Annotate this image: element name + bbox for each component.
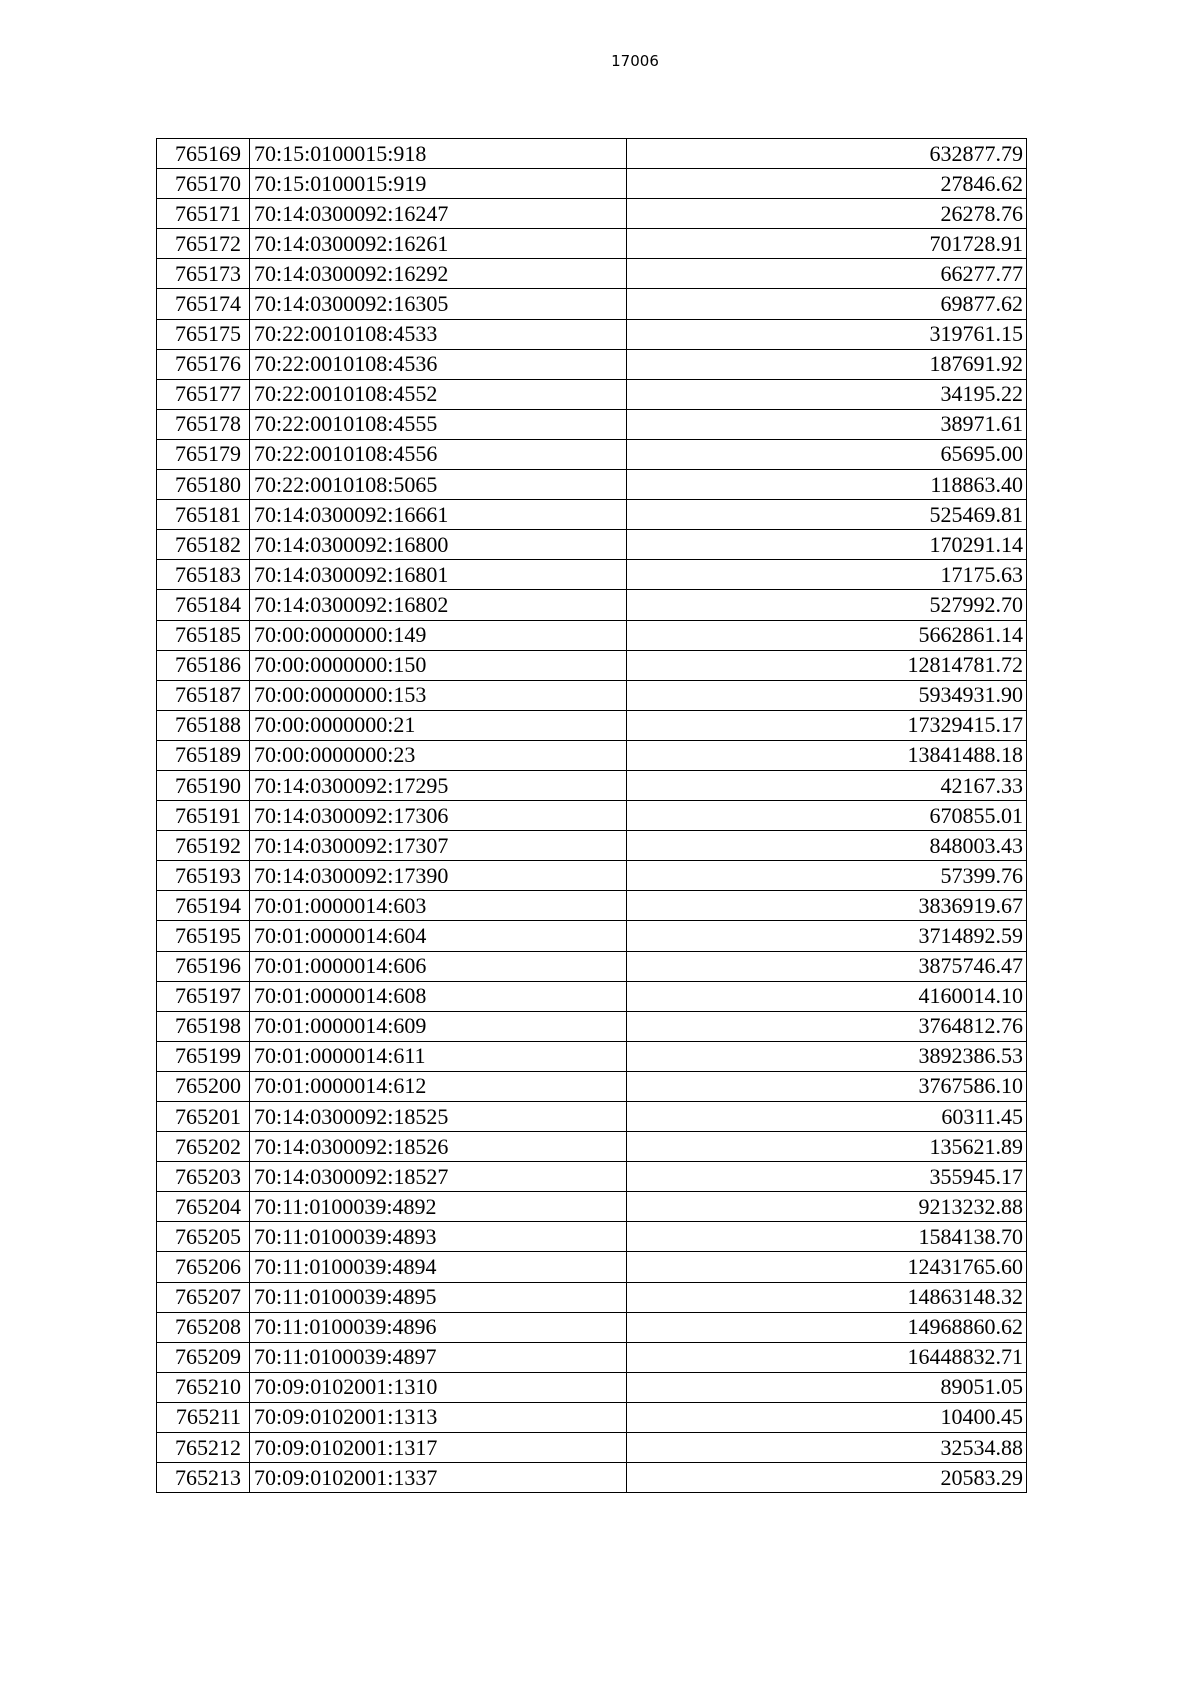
- row-number-cell: 765213: [157, 1463, 250, 1493]
- value-cell: 118863.40: [627, 470, 1027, 500]
- cadastral-number-cell: 70:14:0300092:17307: [250, 831, 627, 861]
- table-row: [157, 1011, 1027, 1041]
- value-cell: 38971.61: [627, 409, 1027, 439]
- table-row: [157, 1372, 1027, 1402]
- value-cell: 1584138.70: [627, 1222, 1027, 1252]
- cadastral-number-cell: 70:11:0100039:4893: [250, 1222, 627, 1252]
- table-row: [157, 169, 1027, 199]
- table-row: [157, 891, 1027, 921]
- value-cell: 16448832.71: [627, 1342, 1027, 1372]
- cadastral-number-cell: 70:01:0000014:612: [250, 1071, 627, 1101]
- row-number-cell: 765175: [157, 319, 250, 349]
- table-row: [157, 199, 1027, 229]
- cadastral-number-cell: 70:01:0000014:609: [250, 1011, 627, 1041]
- row-number-cell: 765171: [157, 199, 250, 229]
- value-cell: 3767586.10: [627, 1071, 1027, 1101]
- table-row: [157, 1162, 1027, 1192]
- value-cell: 848003.43: [627, 831, 1027, 861]
- cadastral-number-cell: 70:22:0010108:4556: [250, 439, 627, 469]
- row-number-cell: 765208: [157, 1312, 250, 1342]
- cadastral-number-cell: 70:09:0102001:1317: [250, 1433, 627, 1463]
- table-row: [157, 319, 1027, 349]
- table-row: [157, 1282, 1027, 1312]
- cadastral-number-cell: 70:22:0010108:4555: [250, 409, 627, 439]
- value-cell: 3892386.53: [627, 1041, 1027, 1071]
- cadastral-number-cell: 70:14:0300092:16292: [250, 259, 627, 289]
- value-cell: 319761.15: [627, 319, 1027, 349]
- row-number-cell: 765196: [157, 951, 250, 981]
- value-cell: 527992.70: [627, 590, 1027, 620]
- table-row: [157, 1071, 1027, 1101]
- row-number-cell: 765185: [157, 620, 250, 650]
- table-row: [157, 409, 1027, 439]
- row-number-cell: 765198: [157, 1011, 250, 1041]
- table-row: [157, 379, 1027, 409]
- table-row: [157, 229, 1027, 259]
- value-cell: 135621.89: [627, 1132, 1027, 1162]
- value-cell: 187691.92: [627, 349, 1027, 379]
- row-number-cell: 765191: [157, 801, 250, 831]
- table-row: [157, 530, 1027, 560]
- table-row: [157, 349, 1027, 379]
- value-cell: 701728.91: [627, 229, 1027, 259]
- row-number-cell: 765210: [157, 1372, 250, 1402]
- value-cell: 57399.76: [627, 861, 1027, 891]
- cadastral-number-cell: 70:15:0100015:919: [250, 169, 627, 199]
- cadastral-number-cell: 70:11:0100039:4896: [250, 1312, 627, 1342]
- cadastral-number-cell: 70:00:0000000:153: [250, 680, 627, 710]
- table-row: [157, 560, 1027, 590]
- table-row: [157, 1222, 1027, 1252]
- row-number-cell: 765174: [157, 289, 250, 319]
- registry-table: [156, 138, 1027, 1493]
- table-row: [157, 1252, 1027, 1282]
- row-number-cell: 765173: [157, 259, 250, 289]
- cadastral-number-cell: 70:22:0010108:4536: [250, 349, 627, 379]
- row-number-cell: 765197: [157, 981, 250, 1011]
- cadastral-number-cell: 70:09:0102001:1313: [250, 1402, 627, 1432]
- table-row: [157, 710, 1027, 740]
- value-cell: 14968860.62: [627, 1312, 1027, 1342]
- cadastral-number-cell: 70:14:0300092:18526: [250, 1132, 627, 1162]
- table-row: [157, 1102, 1027, 1132]
- cadastral-number-cell: 70:00:0000000:21: [250, 710, 627, 740]
- row-number-cell: 765207: [157, 1282, 250, 1312]
- value-cell: 3714892.59: [627, 921, 1027, 951]
- row-number-cell: 765187: [157, 680, 250, 710]
- registry-table-body: [157, 139, 1027, 1493]
- table-row: [157, 801, 1027, 831]
- row-number-cell: 765184: [157, 590, 250, 620]
- row-number-cell: 765209: [157, 1342, 250, 1372]
- cadastral-number-cell: 70:14:0300092:17306: [250, 801, 627, 831]
- value-cell: 525469.81: [627, 500, 1027, 530]
- row-number-cell: 765211: [157, 1402, 250, 1432]
- value-cell: 12431765.60: [627, 1252, 1027, 1282]
- table-row: [157, 1463, 1027, 1493]
- row-number-cell: 765202: [157, 1132, 250, 1162]
- cadastral-number-cell: 70:11:0100039:4897: [250, 1342, 627, 1372]
- cadastral-number-cell: 70:22:0010108:5065: [250, 470, 627, 500]
- row-number-cell: 765186: [157, 650, 250, 680]
- cadastral-number-cell: 70:11:0100039:4894: [250, 1252, 627, 1282]
- cadastral-number-cell: 70:00:0000000:23: [250, 740, 627, 770]
- table-row: [157, 650, 1027, 680]
- value-cell: 670855.01: [627, 801, 1027, 831]
- table-row: [157, 590, 1027, 620]
- cadastral-number-cell: 70:11:0100039:4895: [250, 1282, 627, 1312]
- table-row: [157, 831, 1027, 861]
- row-number-cell: 765172: [157, 229, 250, 259]
- value-cell: 66277.77: [627, 259, 1027, 289]
- cadastral-number-cell: 70:14:0300092:16305: [250, 289, 627, 319]
- row-number-cell: 765200: [157, 1071, 250, 1101]
- table-row: [157, 1342, 1027, 1372]
- row-number-cell: 765212: [157, 1433, 250, 1463]
- table-row: [157, 500, 1027, 530]
- row-number-cell: 765176: [157, 349, 250, 379]
- row-number-cell: 765182: [157, 530, 250, 560]
- value-cell: 32534.88: [627, 1433, 1027, 1463]
- row-number-cell: 765189: [157, 740, 250, 770]
- row-number-cell: 765199: [157, 1041, 250, 1071]
- row-number-cell: 765204: [157, 1192, 250, 1222]
- value-cell: 3764812.76: [627, 1011, 1027, 1041]
- cadastral-number-cell: 70:14:0300092:18525: [250, 1102, 627, 1132]
- row-number-cell: 765188: [157, 710, 250, 740]
- value-cell: 3875746.47: [627, 951, 1027, 981]
- cadastral-number-cell: 70:14:0300092:16247: [250, 199, 627, 229]
- cadastral-number-cell: 70:01:0000014:603: [250, 891, 627, 921]
- row-number-cell: 765201: [157, 1102, 250, 1132]
- value-cell: 26278.76: [627, 199, 1027, 229]
- page-number: 17006: [611, 52, 659, 70]
- cadastral-number-cell: 70:00:0000000:150: [250, 650, 627, 680]
- table-row: [157, 680, 1027, 710]
- value-cell: 9213232.88: [627, 1192, 1027, 1222]
- row-number-cell: 765180: [157, 470, 250, 500]
- cadastral-number-cell: 70:09:0102001:1310: [250, 1372, 627, 1402]
- cadastral-number-cell: 70:09:0102001:1337: [250, 1463, 627, 1493]
- value-cell: 5934931.90: [627, 680, 1027, 710]
- row-number-cell: 765194: [157, 891, 250, 921]
- table-row: [157, 951, 1027, 981]
- row-number-cell: 765206: [157, 1252, 250, 1282]
- cadastral-number-cell: 70:14:0300092:16261: [250, 229, 627, 259]
- row-number-cell: 765193: [157, 861, 250, 891]
- table-row: [157, 259, 1027, 289]
- cadastral-number-cell: 70:01:0000014:606: [250, 951, 627, 981]
- value-cell: 60311.45: [627, 1102, 1027, 1132]
- table-row: [157, 981, 1027, 1011]
- row-number-cell: 765190: [157, 770, 250, 800]
- value-cell: 355945.17: [627, 1162, 1027, 1192]
- cadastral-number-cell: 70:14:0300092:16800: [250, 530, 627, 560]
- value-cell: 3836919.67: [627, 891, 1027, 921]
- row-number-cell: 765203: [157, 1162, 250, 1192]
- cadastral-number-cell: 70:14:0300092:16661: [250, 500, 627, 530]
- row-number-cell: 765183: [157, 560, 250, 590]
- cadastral-number-cell: 70:22:0010108:4533: [250, 319, 627, 349]
- value-cell: 17329415.17: [627, 710, 1027, 740]
- value-cell: 69877.62: [627, 289, 1027, 319]
- value-cell: 34195.22: [627, 379, 1027, 409]
- cadastral-number-cell: 70:14:0300092:18527: [250, 1162, 627, 1192]
- table-row: [157, 139, 1027, 169]
- cadastral-number-cell: 70:11:0100039:4892: [250, 1192, 627, 1222]
- cadastral-number-cell: 70:15:0100015:918: [250, 139, 627, 169]
- value-cell: 89051.05: [627, 1372, 1027, 1402]
- value-cell: 17175.63: [627, 560, 1027, 590]
- value-cell: 170291.14: [627, 530, 1027, 560]
- cadastral-number-cell: 70:01:0000014:604: [250, 921, 627, 951]
- table-row: [157, 289, 1027, 319]
- row-number-cell: 765195: [157, 921, 250, 951]
- value-cell: 10400.45: [627, 1402, 1027, 1432]
- value-cell: 20583.29: [627, 1463, 1027, 1493]
- cadastral-number-cell: 70:22:0010108:4552: [250, 379, 627, 409]
- row-number-cell: 765179: [157, 439, 250, 469]
- table-row: [157, 770, 1027, 800]
- value-cell: 42167.33: [627, 770, 1027, 800]
- table-row: [157, 470, 1027, 500]
- cadastral-number-cell: 70:01:0000014:611: [250, 1041, 627, 1071]
- table-row: [157, 1402, 1027, 1432]
- row-number-cell: 765178: [157, 409, 250, 439]
- table-row: [157, 740, 1027, 770]
- row-number-cell: 765181: [157, 500, 250, 530]
- row-number-cell: 765169: [157, 139, 250, 169]
- table-row: [157, 1041, 1027, 1071]
- table-row: [157, 1312, 1027, 1342]
- value-cell: 4160014.10: [627, 981, 1027, 1011]
- table-row: [157, 439, 1027, 469]
- row-number-cell: 765205: [157, 1222, 250, 1252]
- cadastral-number-cell: 70:14:0300092:17295: [250, 770, 627, 800]
- row-number-cell: 765192: [157, 831, 250, 861]
- value-cell: 65695.00: [627, 439, 1027, 469]
- cadastral-number-cell: 70:14:0300092:16801: [250, 560, 627, 590]
- value-cell: 13841488.18: [627, 740, 1027, 770]
- row-number-cell: 765177: [157, 379, 250, 409]
- table-row: [157, 1433, 1027, 1463]
- value-cell: 14863148.32: [627, 1282, 1027, 1312]
- table-row: [157, 1192, 1027, 1222]
- value-cell: 12814781.72: [627, 650, 1027, 680]
- cadastral-number-cell: 70:00:0000000:149: [250, 620, 627, 650]
- row-number-cell: 765170: [157, 169, 250, 199]
- table-row: [157, 921, 1027, 951]
- cadastral-number-cell: 70:01:0000014:608: [250, 981, 627, 1011]
- value-cell: 632877.79: [627, 139, 1027, 169]
- cadastral-number-cell: 70:14:0300092:17390: [250, 861, 627, 891]
- table-row: [157, 1132, 1027, 1162]
- cadastral-number-cell: 70:14:0300092:16802: [250, 590, 627, 620]
- value-cell: 5662861.14: [627, 620, 1027, 650]
- value-cell: 27846.62: [627, 169, 1027, 199]
- table-row: [157, 620, 1027, 650]
- table-row: [157, 861, 1027, 891]
